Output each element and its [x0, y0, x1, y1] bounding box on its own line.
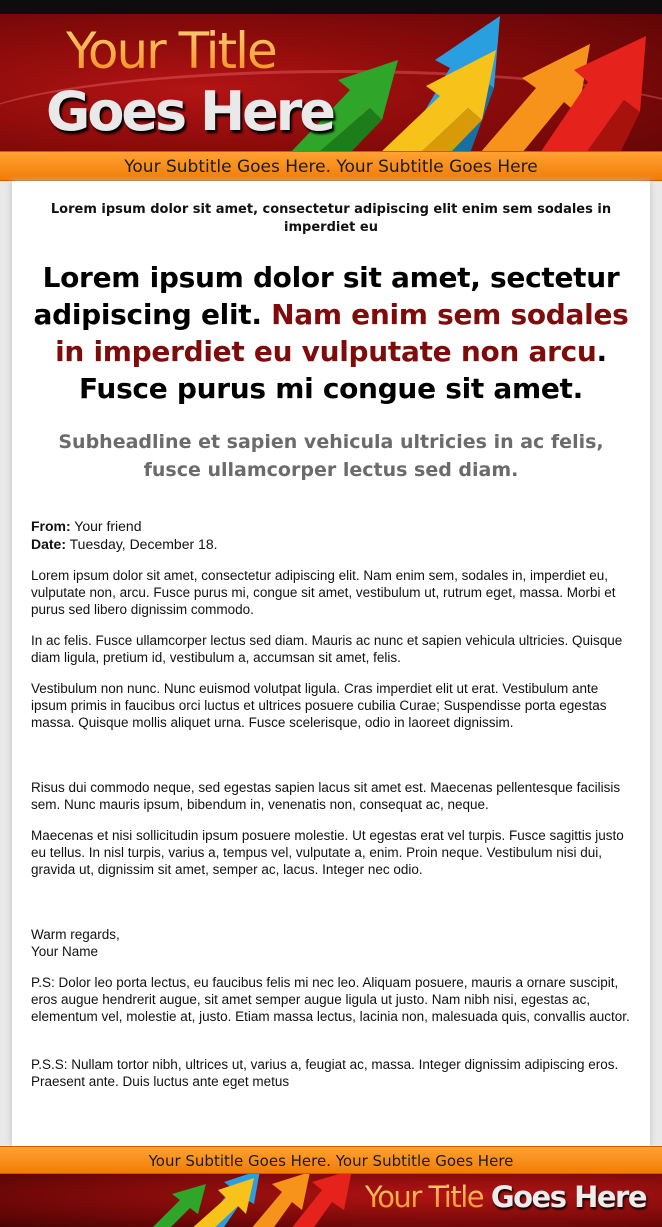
closing-name: Your Name [31, 944, 99, 959]
body-paragraph: Maecenas et nisi sollicitudin ipsum posuere molestie. Ut egestas erat vel turpis. Fusce sagittis justo eu tellus. In nisl turpis, varius a, tempus vel, vulputate a, enim. Proin neque. Vestibulum nisi dui, gravida ut, dignissim sit amet, semper ac, lacus. Integer nec odio. [31, 828, 624, 877]
header-title-line1: Your Title [66, 22, 276, 80]
intro-text: Lorem ipsum dolor sit amet, consectetur adipiscing elit enim sem sodales in imperdiet eu [50, 202, 612, 235]
header-title-line2: Goes Here [46, 80, 334, 143]
headline-part1: Lorem ipsum dolor sit amet, sectetur adipiscing elit. [33, 261, 620, 331]
body-paragraph: Lorem ipsum dolor sit amet, consectetur adipiscing elit. Nam enim sem, sodales in, imperdiet eu, vulputate non, arcu. Fusce purus mi, congue sit amet, vestibulum ut, rutrum eget, massa. Morbi et purus sed libero dignissim commodo. [31, 568, 616, 617]
from-line [31, 517, 631, 535]
growth-arrows-graphic [290, 8, 662, 151]
footer-banner [0, 1174, 662, 1227]
footer-title-part2: Goes Here [490, 1180, 646, 1214]
header-banner [0, 0, 662, 151]
ps-paragraph: P.S: Dolor leo porta lectus, eu faucibus felis mi nec leo. Aliquam posuere, mauris a ornare suscipit, eros augue hendrerit augue, sit amet semper augue ligula ut justo. Nam nibh nisi, egestas ac, elementum vel, molestie at, justo. Etiam massa lectus, lacinia non, malesuada quis, convallis auctor. [31, 975, 630, 1024]
date-value: Tuesday, December 18. [66, 536, 218, 552]
body-paragraph: Vestibulum non nunc. Nunc euismod volutpat ligula. Cras imperdiet elit ut erat. Vestibulum ante ipsum primis in faucibus orci luctus et ultrices posuere cubilia Curae; Suspendisse porta egestas massa. Quisque mollis aliquet urna. Fusce scelerisque, odio in laoreet dignissim. [31, 681, 607, 730]
footer-subtitle-bar: Your Subtitle Goes Here. Your Subtitle Goes Here [0, 1146, 662, 1174]
from-label: From: [31, 518, 71, 534]
headline-highlight: Nam enim sem sodales in imperdiet eu vulputate non arcu [55, 298, 629, 368]
header-subtitle-bar: Your Subtitle Goes Here. Your Subtitle Goes Here [0, 151, 662, 181]
pss-paragraph: P.S.S: Nullam tortor nibh, ultrices ut, varius a, feugiat ac, massa. Integer dignissim adipiscing eros. Praesent ante. Duis luctus ante eget metus [31, 1057, 619, 1089]
closing-signature [31, 926, 631, 960]
date-label: Date: [31, 536, 67, 552]
footer-arrows-graphic [150, 1174, 360, 1227]
footer-title-part1: Your Title [364, 1180, 491, 1214]
closing-regards: Warm regards, [31, 927, 120, 942]
body-paragraph: Risus dui commodo neque, sed egestas sapien lacus sit amet est. Maecenas pellentesque facilisis sem. Nunc mauris ipsum, bibendum in, venenatis non, consequat ac, neque. [31, 780, 621, 812]
letter-meta [31, 517, 631, 553]
date-line [31, 535, 631, 553]
from-value: Your friend [70, 518, 142, 534]
body-paragraph: In ac felis. Fusce ullamcorper lectus sed diam. Mauris ac nunc et sapien vehicula ultricies. Quisque diam ligula, pretium id, vestibulum a, accumsan sit amet, felis. [31, 633, 623, 665]
subheadline: Subheadline et sapien vehicula ultricies in ac felis, fusce ullamcorper lectus sed diam. [58, 431, 604, 481]
main-headline [20, 259, 642, 407]
headline-part3: . Fusce purus mi congue sit amet. [79, 335, 607, 405]
footer-title [365, 1180, 646, 1214]
